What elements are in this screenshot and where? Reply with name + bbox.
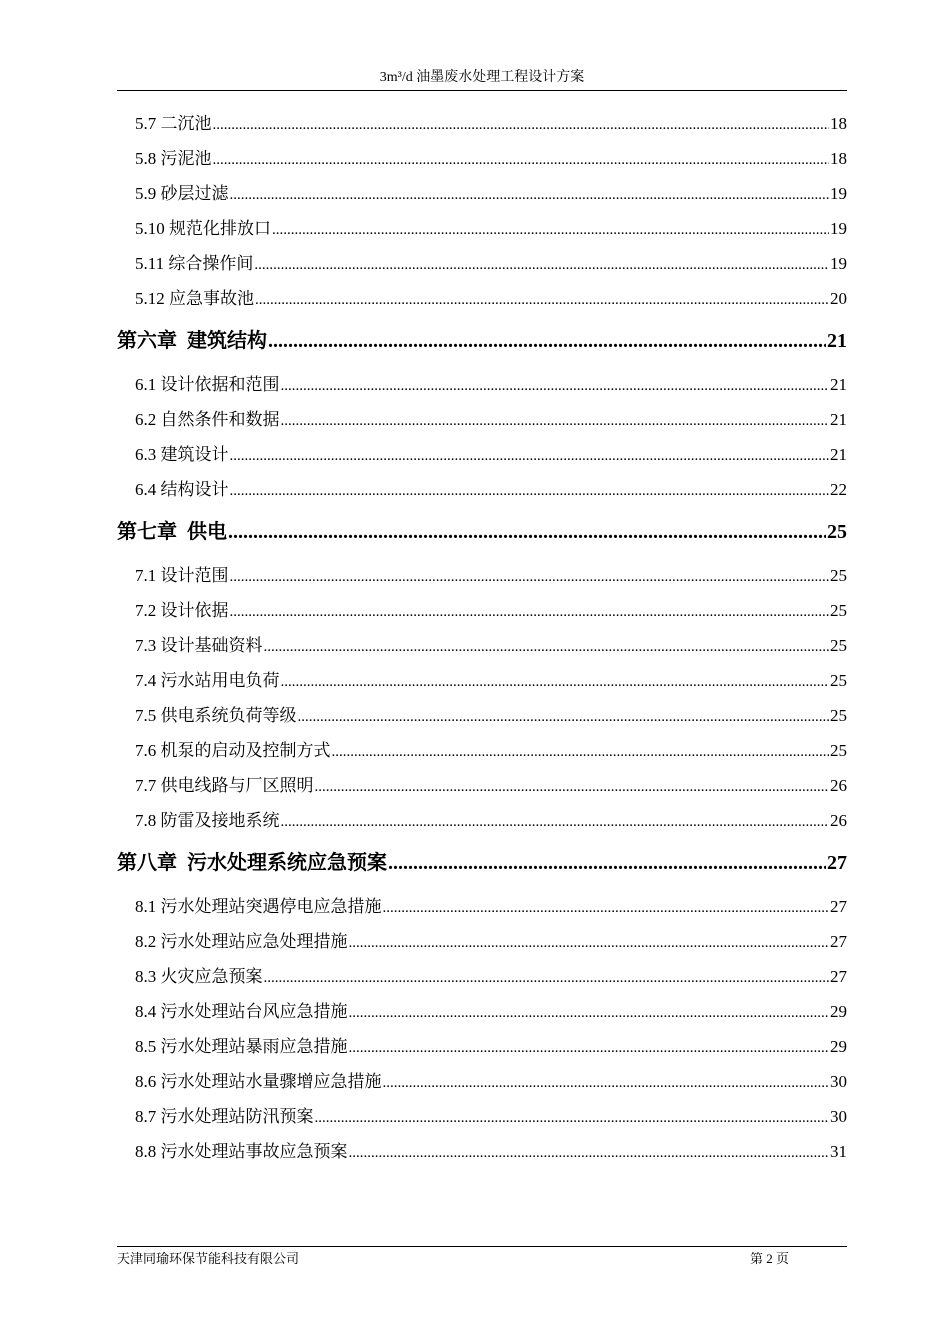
toc-entry-title: 6.4 结构设计 (135, 480, 229, 499)
toc-entry-page: 26 (830, 811, 847, 830)
toc-entry-page: 27 (830, 897, 847, 916)
toc-section-entry[interactable] (117, 472, 847, 507)
toc-dot-leader (268, 318, 826, 364)
toc-entry-page: 29 (830, 1037, 847, 1056)
toc-entry-title: 8.1 污水处理站突遇停电应急措施 (135, 897, 382, 916)
toc-dot-leader (349, 926, 830, 961)
toc-dot-leader (230, 178, 830, 213)
toc-section-entry[interactable] (117, 211, 847, 246)
toc-entry-title: 8.5 污水处理站暴雨应急措施 (135, 1037, 348, 1056)
toc-dot-leader (213, 108, 830, 143)
toc-entry-title: 8.7 污水处理站防汛预案 (135, 1107, 314, 1126)
toc-entry-page: 25 (830, 741, 847, 760)
toc-entry-title: 第六章 建筑结构 (117, 330, 267, 352)
toc-section-entry[interactable] (117, 1064, 847, 1099)
toc-entry-title: 7.4 污水站用电负荷 (135, 671, 280, 690)
toc-section-entry[interactable] (117, 437, 847, 472)
toc-entry-title: 7.5 供电系统负荷等级 (135, 706, 297, 725)
toc-entry-page: 25 (830, 706, 847, 725)
toc-entry-title: 7.6 机泵的启动及控制方式 (135, 741, 331, 760)
toc-dot-leader (264, 961, 830, 996)
toc-entry-title: 5.12 应急事故池 (135, 289, 254, 308)
toc-dot-leader (315, 1101, 830, 1136)
toc-entry-title: 7.8 防雷及接地系统 (135, 811, 280, 830)
toc-dot-leader (255, 283, 829, 318)
footer-page-number: 第 2 页 (750, 1251, 790, 1266)
toc-entry-page: 21 (830, 375, 847, 394)
toc-dot-leader (281, 665, 830, 700)
toc-section-entry[interactable] (117, 959, 847, 994)
toc-section-entry[interactable] (117, 593, 847, 628)
toc-dot-leader (230, 595, 830, 630)
toc-chapter-entry[interactable] (117, 318, 847, 364)
toc-entry-title: 7.7 供电线路与厂区照明 (135, 776, 314, 795)
toc-entry-page: 19 (830, 184, 847, 203)
header-divider (117, 90, 847, 91)
footer-divider (117, 1246, 847, 1247)
toc-entry-title: 6.2 自然条件和数据 (135, 410, 280, 429)
toc-dot-leader (349, 1031, 830, 1066)
toc-dot-leader (383, 891, 830, 926)
toc-dot-leader (388, 840, 826, 886)
toc-entry-page: 19 (830, 254, 847, 273)
toc-entry-page: 20 (830, 289, 847, 308)
toc-entry-page: 29 (830, 1002, 847, 1021)
toc-section-entry[interactable] (117, 628, 847, 663)
toc-entry-title: 5.9 砂层过滤 (135, 184, 229, 203)
toc-dot-leader (254, 248, 829, 283)
toc-dot-leader (383, 1066, 830, 1101)
toc-dot-leader (228, 509, 826, 555)
toc-entry-title: 8.8 污水处理站事故应急预案 (135, 1142, 348, 1161)
toc-entry-page: 31 (830, 1142, 847, 1161)
toc-section-entry[interactable] (117, 141, 847, 176)
toc-entry-title: 8.6 污水处理站水量骤增应急措施 (135, 1072, 382, 1091)
toc-entry-page: 27 (830, 932, 847, 951)
toc-section-entry[interactable] (117, 1029, 847, 1064)
toc-section-entry[interactable] (117, 994, 847, 1029)
toc-entry-page: 21 (830, 410, 847, 429)
toc-entry-title: 8.3 火灾应急预案 (135, 967, 263, 986)
toc-section-entry[interactable] (117, 402, 847, 437)
toc-dot-leader (281, 369, 830, 404)
toc-dot-leader (230, 439, 830, 474)
toc-entry-title: 第八章 污水处理系统应急预案 (117, 852, 387, 874)
toc-entry-title: 6.1 设计依据和范围 (135, 375, 280, 394)
toc-entry-page: 21 (827, 330, 847, 352)
toc-section-entry[interactable] (117, 924, 847, 959)
toc-section-entry[interactable] (117, 1099, 847, 1134)
toc-entry-title: 8.4 污水处理站台风应急措施 (135, 1002, 348, 1021)
toc-entry-page: 22 (830, 480, 847, 499)
toc-entry-page: 18 (830, 114, 847, 133)
toc-dot-leader (349, 996, 830, 1031)
toc-section-entry[interactable] (117, 663, 847, 698)
toc-chapter-entry[interactable] (117, 840, 847, 886)
page-header-title: 3m³/d 油墨废水处理工程设计方案 (379, 70, 585, 85)
toc-section-entry[interactable] (117, 768, 847, 803)
toc-section-entry[interactable] (117, 558, 847, 593)
toc-dot-leader (281, 404, 830, 439)
toc-entry-title: 5.8 污泥池 (135, 149, 212, 168)
toc-entry-title: 第七章 供电 (117, 521, 227, 543)
toc-section-entry[interactable] (117, 1134, 847, 1169)
toc-entry-page: 30 (830, 1107, 847, 1126)
toc-dot-leader (213, 143, 830, 178)
toc-entry-title: 5.11 综合操作间 (135, 254, 254, 273)
toc-dot-leader (230, 560, 830, 595)
toc-entry-title: 5.7 二沉池 (135, 114, 212, 133)
toc-dot-leader (281, 805, 830, 840)
toc-entry-page: 18 (830, 149, 847, 168)
table-of-contents (117, 106, 847, 1169)
toc-entry-page: 27 (827, 852, 847, 874)
toc-section-entry[interactable] (117, 106, 847, 141)
footer-company: 天津同瑜环保节能科技有限公司 (117, 1251, 300, 1266)
toc-dot-leader (264, 630, 830, 665)
toc-entry-page: 27 (830, 967, 847, 986)
toc-section-entry[interactable] (117, 246, 847, 281)
toc-dot-leader (298, 700, 830, 735)
toc-section-entry[interactable] (117, 889, 847, 924)
toc-chapter-entry[interactable] (117, 509, 847, 555)
toc-section-entry[interactable] (117, 733, 847, 768)
toc-entry-page: 26 (830, 776, 847, 795)
toc-section-entry[interactable] (117, 176, 847, 211)
toc-entry-page: 25 (830, 636, 847, 655)
toc-section-entry[interactable] (117, 698, 847, 733)
toc-entry-title: 8.2 污水处理站应急处理措施 (135, 932, 348, 951)
toc-entry-page: 21 (830, 445, 847, 464)
toc-dot-leader (230, 474, 830, 509)
toc-dot-leader (272, 213, 829, 248)
toc-entry-title: 7.2 设计依据 (135, 601, 229, 620)
toc-entry-page: 25 (827, 521, 847, 543)
toc-section-entry[interactable] (117, 281, 847, 316)
toc-entry-title: 7.1 设计范围 (135, 566, 229, 585)
toc-entry-title: 6.3 建筑设计 (135, 445, 229, 464)
toc-section-entry[interactable] (117, 803, 847, 838)
toc-section-entry[interactable] (117, 367, 847, 402)
toc-entry-title: 7.3 设计基础资料 (135, 636, 263, 655)
toc-entry-page: 25 (830, 671, 847, 690)
toc-dot-leader (315, 770, 830, 805)
toc-entry-title: 5.10 规范化排放口 (135, 219, 271, 238)
toc-dot-leader (349, 1136, 830, 1171)
toc-entry-page: 30 (830, 1072, 847, 1091)
toc-dot-leader (332, 735, 830, 770)
toc-entry-page: 25 (830, 566, 847, 585)
toc-entry-page: 25 (830, 601, 847, 620)
toc-entry-page: 19 (830, 219, 847, 238)
